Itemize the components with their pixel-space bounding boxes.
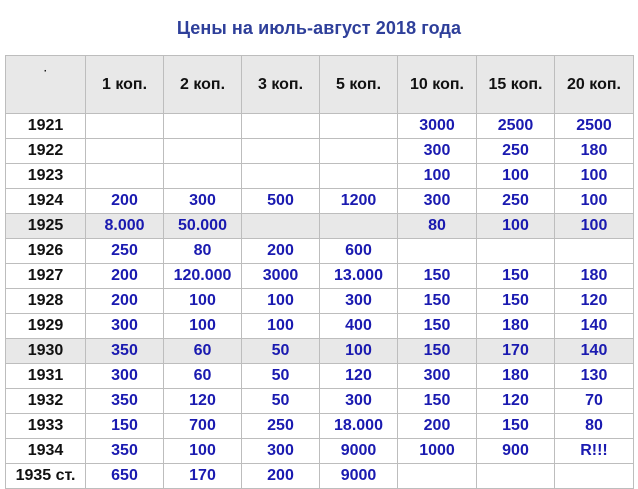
year-cell: 1933 [6, 414, 86, 439]
table-row [6, 389, 634, 414]
year-cell: 1930 [6, 339, 86, 364]
price-cell: 80 [398, 214, 477, 239]
price-cell: 300 [86, 364, 164, 389]
price-cell: 200 [86, 264, 164, 289]
table-row [6, 289, 634, 314]
year-cell: 1932 [6, 389, 86, 414]
price-cell: 700 [164, 414, 242, 439]
price-cell: 80 [555, 414, 634, 439]
price-cell [555, 239, 634, 264]
price-cell [398, 464, 477, 489]
price-cell: 120 [555, 289, 634, 314]
price-cell: 60 [164, 364, 242, 389]
price-cell: 180 [555, 264, 634, 289]
price-cell: 100 [477, 214, 555, 239]
price-cell: 100 [477, 164, 555, 189]
price-cell [320, 214, 398, 239]
price-cell: 170 [477, 339, 555, 364]
table-row [6, 339, 634, 364]
year-cell: 1934 [6, 439, 86, 464]
column-header: 2 коп. [164, 56, 242, 114]
price-cell: 150 [477, 264, 555, 289]
price-cell: 3000 [242, 264, 320, 289]
price-cell: 100 [555, 164, 634, 189]
year-cell: 1925 [6, 214, 86, 239]
price-cell [242, 164, 320, 189]
price-cell: 100 [555, 214, 634, 239]
column-header: 3 коп. [242, 56, 320, 114]
price-cell: 250 [477, 139, 555, 164]
table-row [6, 464, 634, 489]
price-cell: 150 [398, 264, 477, 289]
price-cell: 120.000 [164, 264, 242, 289]
price-cell: 2500 [477, 114, 555, 139]
price-cell: 120 [320, 364, 398, 389]
price-cell: 250 [242, 414, 320, 439]
year-cell: 1922 [6, 139, 86, 164]
price-cell: 1000 [398, 439, 477, 464]
price-cell: 300 [398, 139, 477, 164]
table-row [6, 214, 634, 239]
price-cell: 130 [555, 364, 634, 389]
price-cell: 300 [86, 314, 164, 339]
table-row [6, 239, 634, 264]
price-cell: 2500 [555, 114, 634, 139]
price-cell [477, 239, 555, 264]
price-cell: R!!! [555, 439, 634, 464]
price-cell [242, 214, 320, 239]
price-cell [320, 164, 398, 189]
price-cell [477, 464, 555, 489]
table-row [6, 189, 634, 214]
column-header: 10 коп. [398, 56, 477, 114]
price-cell: 13.000 [320, 264, 398, 289]
price-cell: 600 [320, 239, 398, 264]
price-cell: 120 [164, 389, 242, 414]
column-header: 5 коп. [320, 56, 398, 114]
price-cell: 100 [320, 339, 398, 364]
table-row [6, 439, 634, 464]
price-cell: 100 [555, 189, 634, 214]
table-row [6, 414, 634, 439]
price-cell [242, 139, 320, 164]
price-cell: 9000 [320, 464, 398, 489]
price-cell: 9000 [320, 439, 398, 464]
price-cell: 100 [164, 289, 242, 314]
price-cell: 350 [86, 339, 164, 364]
price-cell [164, 139, 242, 164]
price-cell [86, 114, 164, 139]
year-cell: 1921 [6, 114, 86, 139]
price-cell: 900 [477, 439, 555, 464]
price-cell: 100 [164, 439, 242, 464]
year-cell: 1929 [6, 314, 86, 339]
price-cell: 150 [86, 414, 164, 439]
price-cell: 300 [242, 439, 320, 464]
page-title: Цены на июль-август 2018 года [176, 18, 462, 38]
price-cell: 100 [242, 314, 320, 339]
price-cell: 8.000 [86, 214, 164, 239]
price-cell: 150 [398, 289, 477, 314]
table-row [6, 139, 634, 164]
year-cell: 1927 [6, 264, 86, 289]
price-cell: 3000 [398, 114, 477, 139]
price-cell: 300 [320, 289, 398, 314]
price-cell: 60 [164, 339, 242, 364]
table-row [6, 314, 634, 339]
price-cell: 300 [398, 189, 477, 214]
price-cell: 200 [242, 464, 320, 489]
year-cell: 1928 [6, 289, 86, 314]
header-row [6, 56, 634, 114]
price-cell [398, 239, 477, 264]
price-cell: 1200 [320, 189, 398, 214]
price-cell: 180 [555, 139, 634, 164]
price-cell [242, 114, 320, 139]
price-cell: 50.000 [164, 214, 242, 239]
price-cell: 140 [555, 314, 634, 339]
table-row [6, 164, 634, 189]
year-cell: 1931 [6, 364, 86, 389]
price-cell: 200 [398, 414, 477, 439]
price-cell: 650 [86, 464, 164, 489]
price-cell: 18.000 [320, 414, 398, 439]
price-cell: 150 [398, 314, 477, 339]
year-cell: 1924 [6, 189, 86, 214]
price-cell: 200 [242, 239, 320, 264]
price-cell: 150 [477, 289, 555, 314]
price-cell [164, 164, 242, 189]
price-table [5, 55, 634, 489]
price-cell: 80 [164, 239, 242, 264]
price-cell: 150 [477, 414, 555, 439]
price-cell [164, 114, 242, 139]
price-cell: 180 [477, 314, 555, 339]
column-header: 15 коп. [477, 56, 555, 114]
price-cell: 140 [555, 339, 634, 364]
price-cell: 350 [86, 389, 164, 414]
price-cell: 100 [164, 314, 242, 339]
year-cell: 1935 ст. [6, 464, 86, 489]
price-cell: 400 [320, 314, 398, 339]
price-cell: 500 [242, 189, 320, 214]
table-row [6, 114, 634, 139]
price-cell: 120 [477, 389, 555, 414]
corner-cell: · [6, 56, 86, 114]
price-cell [320, 114, 398, 139]
price-cell: 200 [86, 189, 164, 214]
year-cell: 1926 [6, 239, 86, 264]
price-cell [86, 139, 164, 164]
year-cell: 1923 [6, 164, 86, 189]
price-cell: 300 [398, 364, 477, 389]
price-cell: 50 [242, 364, 320, 389]
price-cell [86, 164, 164, 189]
price-cell: 170 [164, 464, 242, 489]
price-cell: 150 [398, 339, 477, 364]
price-cell: 350 [86, 439, 164, 464]
price-cell: 50 [242, 339, 320, 364]
price-cell: 100 [398, 164, 477, 189]
table-row [6, 264, 634, 289]
price-cell [555, 464, 634, 489]
price-cell: 300 [320, 389, 398, 414]
price-cell: 250 [477, 189, 555, 214]
price-cell: 100 [242, 289, 320, 314]
price-cell: 180 [477, 364, 555, 389]
price-cell: 50 [242, 389, 320, 414]
table-row [6, 364, 634, 389]
price-cell: 70 [555, 389, 634, 414]
column-header: 1 коп. [86, 56, 164, 114]
price-cell: 250 [86, 239, 164, 264]
column-header: 20 коп. [555, 56, 634, 114]
price-cell [320, 139, 398, 164]
price-cell: 200 [86, 289, 164, 314]
price-cell: 150 [398, 389, 477, 414]
price-cell: 300 [164, 189, 242, 214]
